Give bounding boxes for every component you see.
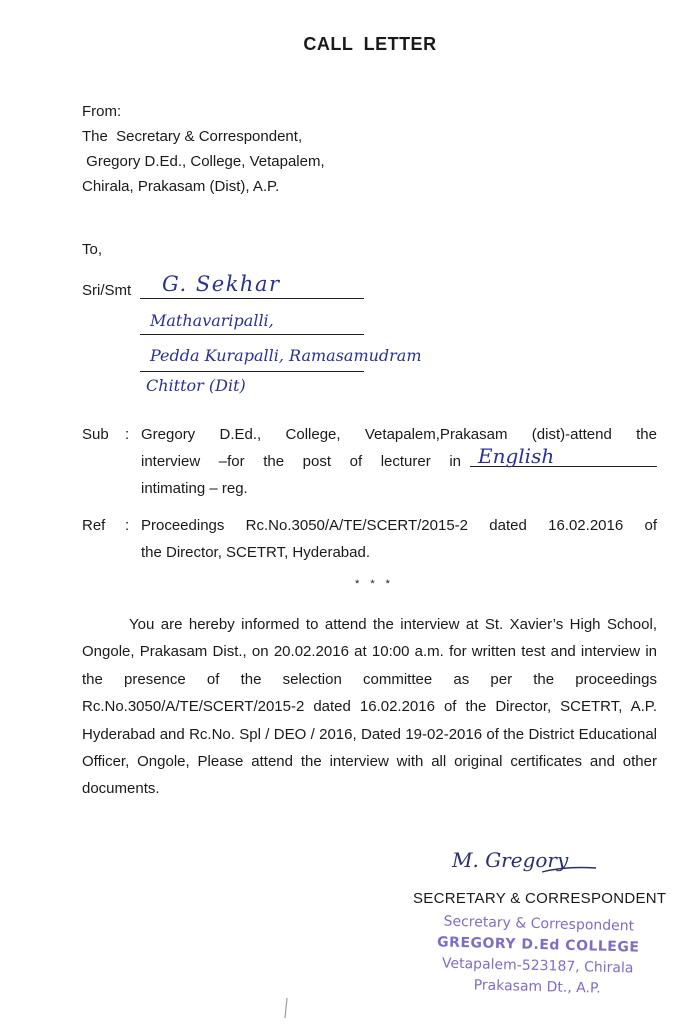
reference-colon: : bbox=[125, 517, 130, 534]
from-line: Gregory D.Ed., College, Vetapalem, bbox=[82, 153, 325, 170]
reference-line: the Director, SCETRT, Hyderabad. bbox=[141, 544, 370, 561]
college-stamp bbox=[427, 911, 649, 1001]
stamp-line: Vetapalem-523187, Chirala bbox=[441, 955, 634, 977]
subject-line: Gregory D.Ed., College, Vetapalem,Prakasam (dist)-attend the bbox=[141, 426, 657, 443]
letter-title: CALL LETTER bbox=[303, 34, 437, 54]
recipient-prefix: Sri/Smt bbox=[82, 282, 132, 299]
handwritten-recipient-address: Chittor (Dit) bbox=[146, 376, 246, 395]
sender-address bbox=[82, 99, 325, 199]
recipient-address-line bbox=[140, 334, 364, 335]
stamp-line: Secretary & Correspondent bbox=[443, 913, 635, 935]
body-paragraph: You are hereby informed to attend the interview at St. Xavier’s High School, Ongole, Prakasam Dist., on 20.02.2016 at 10:00 a.m. for written test and interview in the presence of the selection committee as per the proceedings Rc.No.3050/A/TE/SCERT/2015-2 dated 16.02.2016 of the Director, SCETRT, A.P. Hyderabad and Rc.No. Spl / DEO / 2016, Dated 19-02-2016 of the District Educational Officer, Ongole, Please attend the interview with all original certificates and other documents. bbox=[82, 616, 657, 798]
to-label: To, bbox=[82, 241, 103, 258]
pen-mark bbox=[282, 996, 290, 1020]
handwritten-subject: English bbox=[478, 444, 555, 468]
signature-underline-stroke bbox=[540, 862, 600, 876]
handwritten-recipient-address: Pedda Kurapalli, Ramasamudram bbox=[150, 346, 422, 365]
stamp-line: Prakasam Dt., A.P. bbox=[473, 977, 601, 997]
signatory-title: SECRETARY & CORRESPONDENT bbox=[413, 890, 667, 907]
recipient-name-line bbox=[140, 298, 364, 299]
subject-label: Sub bbox=[82, 426, 109, 443]
recipient-address-line bbox=[140, 371, 364, 372]
reference-label: Ref bbox=[82, 517, 106, 534]
from-line: Chirala, Prakasam (Dist), A.P. bbox=[82, 178, 280, 195]
subject-line: interview –for the post of lecturer in bbox=[141, 453, 461, 470]
handwritten-signature: M. Gregory bbox=[452, 848, 569, 872]
stamp-line: GREGORY D.Ed COLLEGE bbox=[436, 934, 640, 956]
reference-line: Proceedings Rc.No.3050/A/TE/SCERT/2015-2 dated 16.02.2016 of bbox=[141, 517, 657, 534]
subject-colon: : bbox=[125, 426, 130, 443]
from-label: From: bbox=[82, 103, 122, 120]
separator: * * * bbox=[355, 578, 394, 590]
subject-line: intimating – reg. bbox=[141, 480, 248, 497]
from-line: The Secretary & Correspondent, bbox=[82, 128, 303, 145]
handwritten-recipient-address: Mathavaripalli, bbox=[150, 311, 274, 330]
handwritten-recipient-name: G. Sekhar bbox=[162, 272, 281, 296]
